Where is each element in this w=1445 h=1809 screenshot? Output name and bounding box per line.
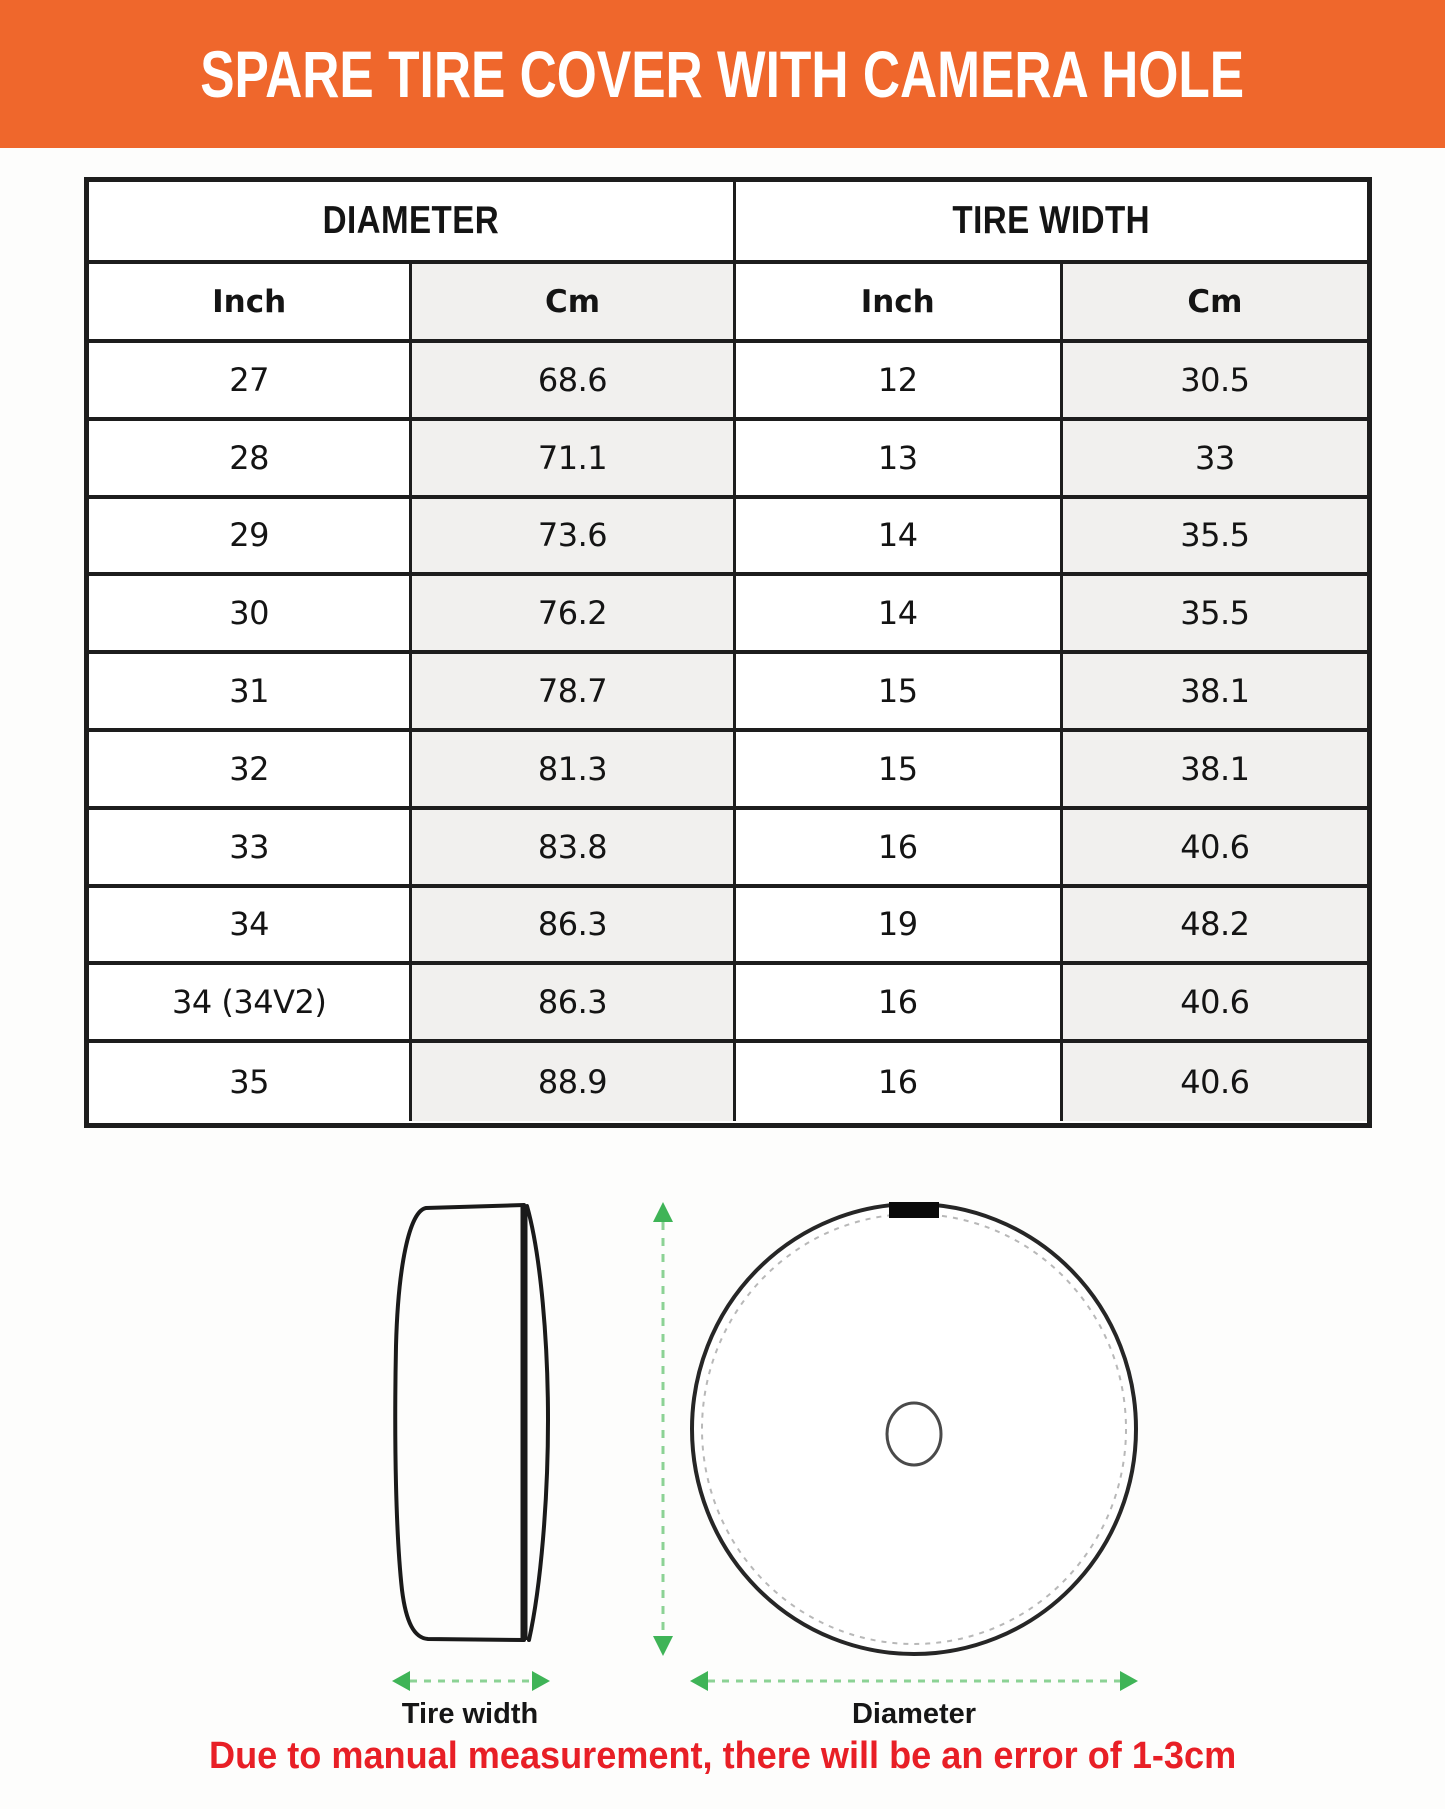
cell-width-inch: 14	[736, 499, 1063, 573]
cell-diameter-inch: 29	[89, 499, 412, 573]
cell-diameter-inch: 28	[89, 421, 412, 495]
cell-diameter-inch: 35	[89, 1043, 412, 1121]
cell-width-inch: 19	[736, 888, 1063, 962]
cell-width-inch: 16	[736, 965, 1063, 1039]
cell-diameter-inch: 30	[89, 576, 412, 650]
table-row	[89, 965, 1367, 1043]
arrow-head-right-icon	[532, 1671, 550, 1691]
tire-width-label: Tire width	[401, 1698, 539, 1730]
cell-diameter-inch: 32	[89, 732, 412, 806]
cell-width-cm: 40.6	[1063, 1043, 1367, 1121]
group-header-diameter: DIAMETER	[89, 182, 736, 260]
cell-diameter-cm: 81.3	[412, 732, 735, 806]
cell-width-cm: 38.1	[1063, 732, 1367, 806]
table-row	[89, 732, 1367, 810]
cell-width-cm: 30.5	[1063, 343, 1367, 417]
cell-width-cm: 40.6	[1063, 810, 1367, 884]
arrow-head-left-icon	[690, 1671, 708, 1691]
arrow-head-up-icon	[653, 1202, 673, 1222]
cell-width-inch: 15	[736, 732, 1063, 806]
tire-side-face-curve	[527, 1206, 548, 1640]
cell-diameter-cm: 86.3	[412, 888, 735, 962]
table-row	[89, 810, 1367, 888]
size-table	[84, 177, 1372, 1128]
cell-width-cm: 33	[1063, 421, 1367, 495]
cell-width-cm: 48.2	[1063, 888, 1367, 962]
diameter-arrow	[688, 1668, 1140, 1694]
table-body	[89, 343, 1367, 1121]
cell-width-cm: 35.5	[1063, 499, 1367, 573]
group-header-tire-width: TIRE WIDTH	[736, 182, 1367, 260]
table-group-header-row	[89, 182, 1367, 264]
cell-diameter-inch: 31	[89, 654, 412, 728]
cell-diameter-inch: 27	[89, 343, 412, 417]
diameter-label: Diameter	[851, 1698, 977, 1730]
cell-width-inch: 12	[736, 343, 1063, 417]
column-header-diameter-cm: Cm	[412, 264, 735, 339]
camera-hole-icon	[887, 1403, 941, 1465]
table-row	[89, 654, 1367, 732]
column-header-width-inch: Inch	[736, 264, 1063, 339]
tab-marker	[889, 1202, 939, 1218]
cell-width-cm: 35.5	[1063, 576, 1367, 650]
tire-front-view-graphic	[688, 1200, 1140, 1658]
table-row	[89, 576, 1367, 654]
cell-diameter-cm: 71.1	[412, 421, 735, 495]
column-header-width-cm: Cm	[1063, 264, 1367, 339]
table-row	[89, 421, 1367, 499]
table-column-header-row	[89, 264, 1367, 343]
banner	[0, 0, 1445, 148]
cell-width-inch: 16	[736, 1043, 1063, 1121]
cell-width-cm: 40.6	[1063, 965, 1367, 1039]
cell-diameter-inch: 33	[89, 810, 412, 884]
diameter-vertical-arrow	[650, 1200, 676, 1658]
arrow-head-right-icon	[1120, 1671, 1138, 1691]
cell-diameter-cm: 86.3	[412, 965, 735, 1039]
arrow-head-down-icon	[653, 1636, 673, 1656]
table-row	[89, 343, 1367, 421]
cell-width-inch: 15	[736, 654, 1063, 728]
cell-diameter-cm: 73.6	[412, 499, 735, 573]
cell-diameter-cm: 76.2	[412, 576, 735, 650]
cell-diameter-cm: 68.6	[412, 343, 735, 417]
table-row	[89, 1043, 1367, 1121]
measurement-note: Due to manual measurement, there will be an error of 1-3cm	[208, 1735, 1237, 1777]
tire-side-outline	[395, 1205, 524, 1640]
cell-width-inch: 13	[736, 421, 1063, 495]
cell-diameter-inch: 34	[89, 888, 412, 962]
cell-width-inch: 14	[736, 576, 1063, 650]
cell-width-inch: 16	[736, 810, 1063, 884]
cell-diameter-cm: 83.8	[412, 810, 735, 884]
table-row	[89, 499, 1367, 577]
table-row	[89, 888, 1367, 966]
page-title: SPARE TIRE COVER WITH CAMERA HOLE	[200, 37, 1245, 111]
cell-width-cm: 38.1	[1063, 654, 1367, 728]
arrow-head-left-icon	[392, 1671, 410, 1691]
tire-width-arrow	[390, 1668, 552, 1694]
tire-side-view-graphic	[388, 1198, 560, 1650]
cell-diameter-cm: 78.7	[412, 654, 735, 728]
cell-diameter-inch: 34 (34V2)	[89, 965, 412, 1039]
cell-diameter-cm: 88.9	[412, 1043, 735, 1121]
column-header-diameter-inch: Inch	[89, 264, 412, 339]
